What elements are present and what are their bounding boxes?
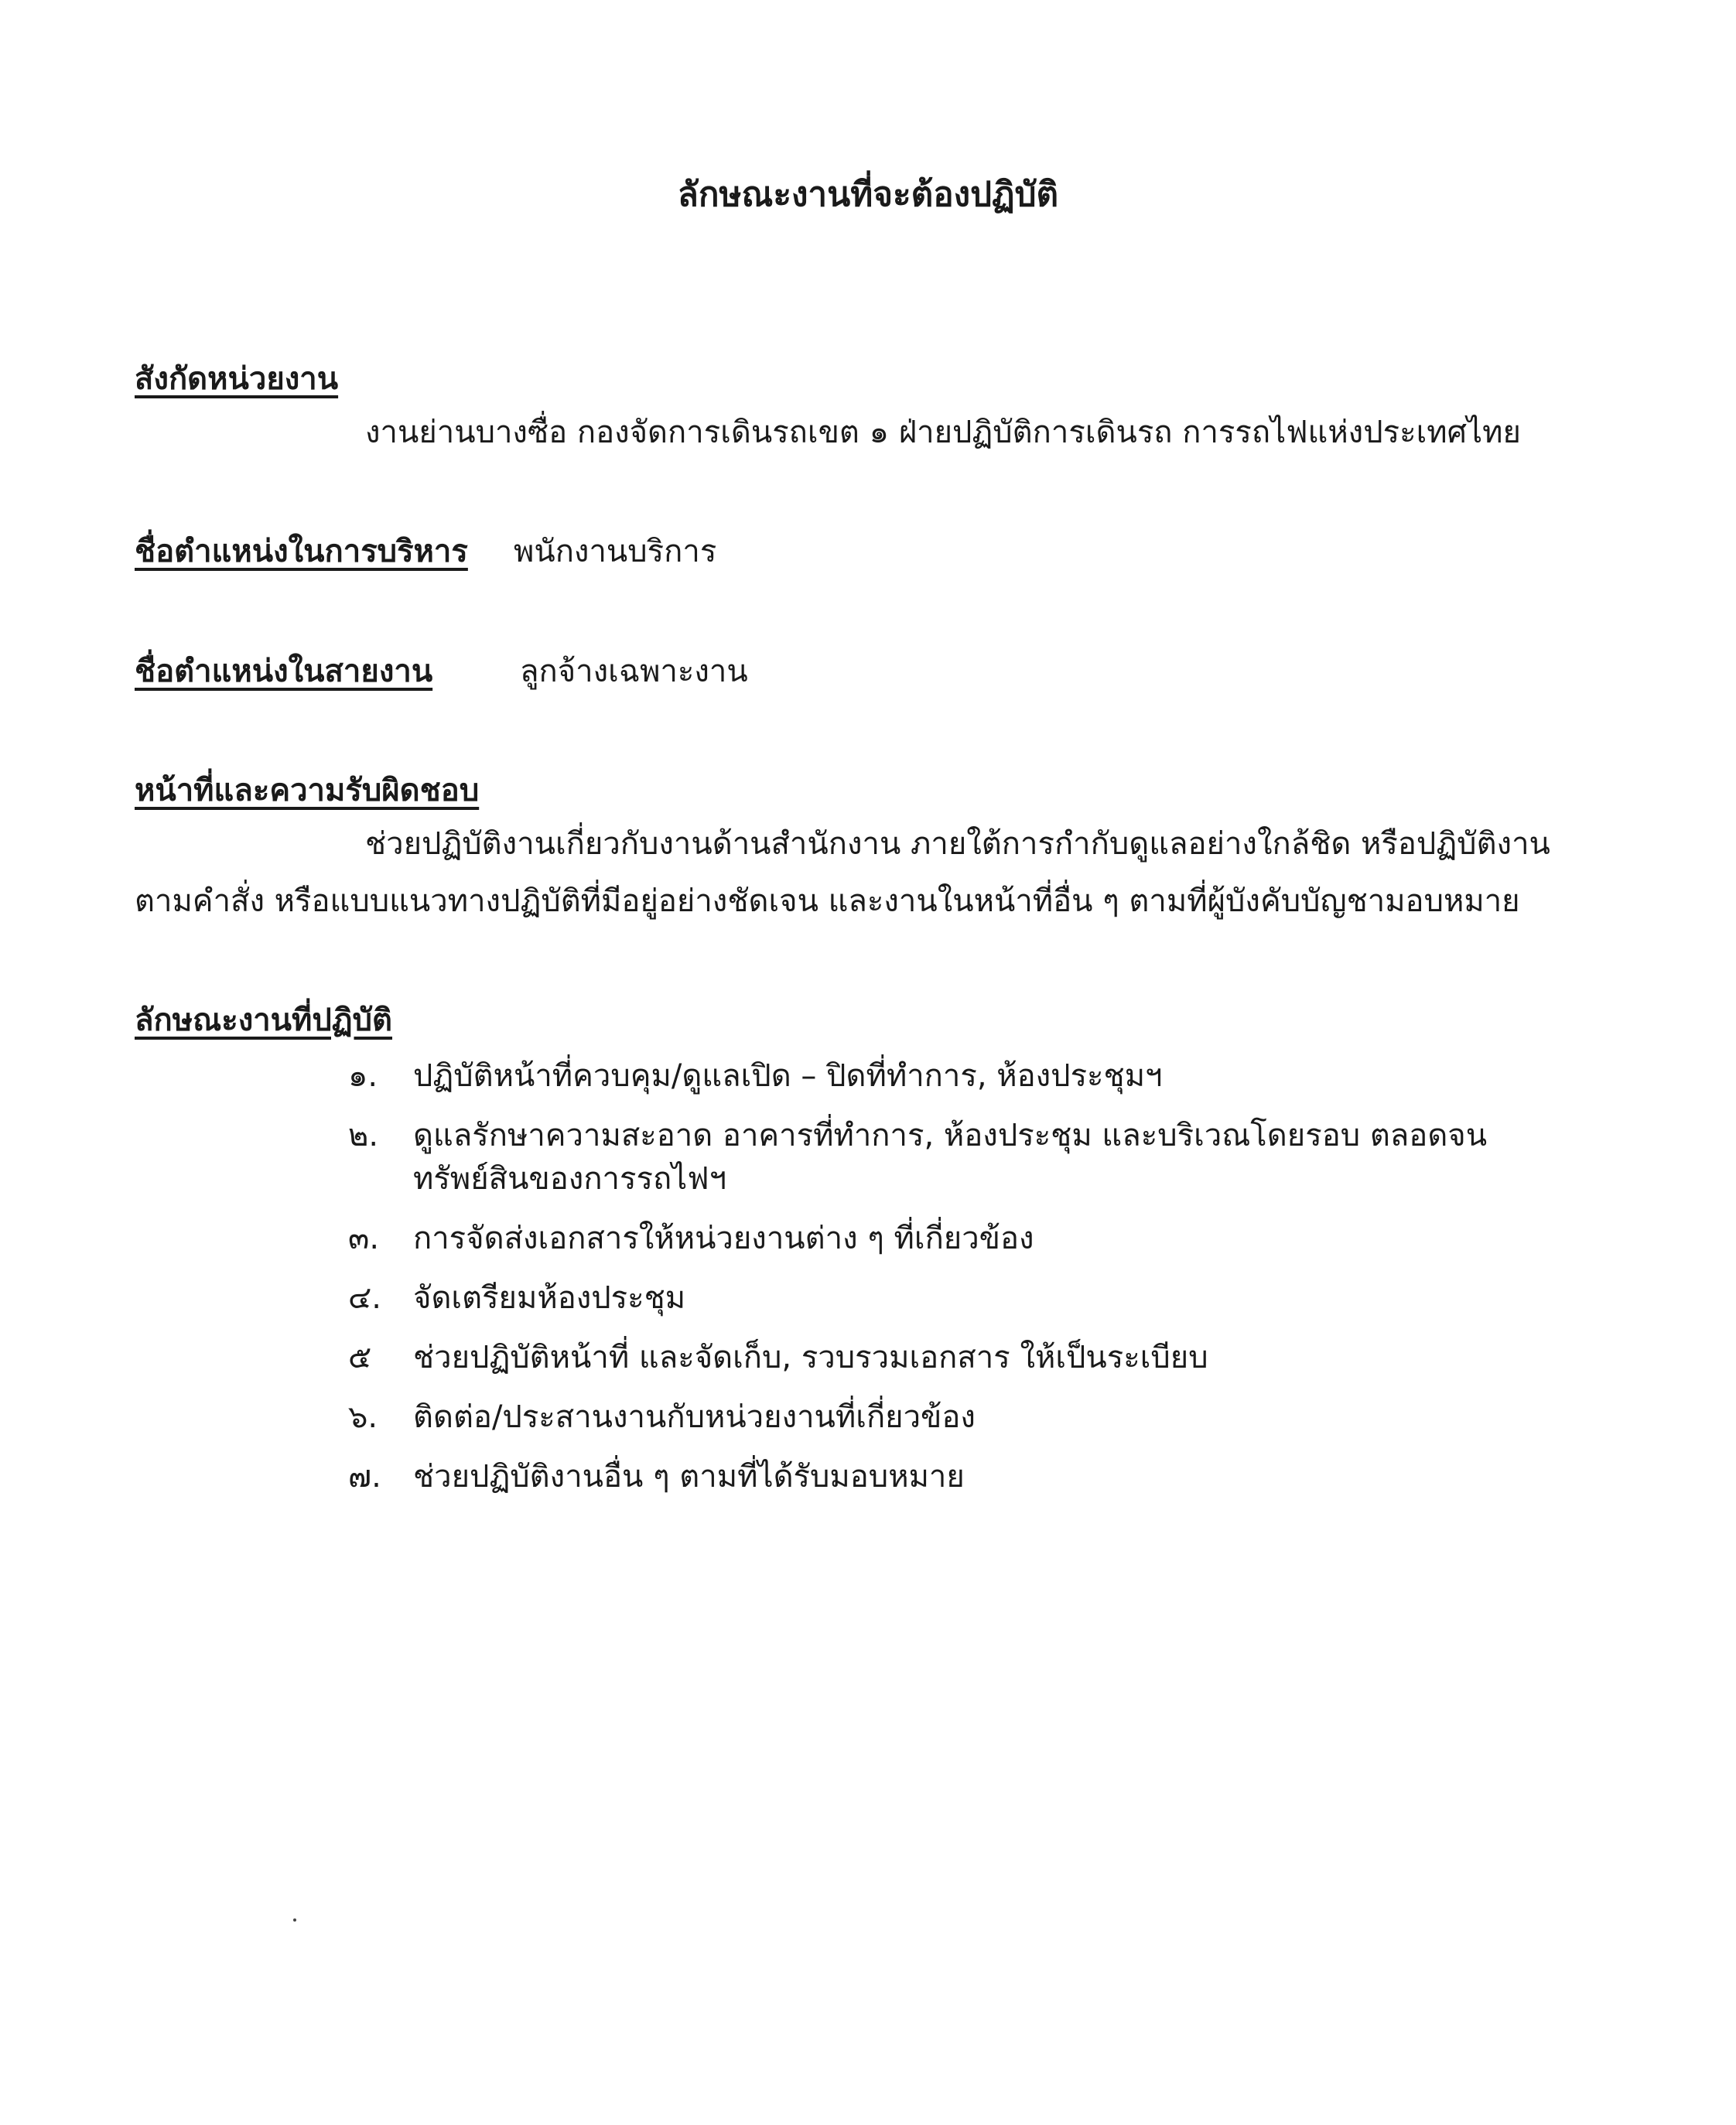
duty-number: ๓. — [348, 1221, 380, 1256]
line-position-value: ลูกจ้างเฉพาะงาน — [520, 654, 748, 689]
responsibilities-line-2: ตามคำสั่ง หรือแบบแนวทางปฏิบัติที่มีอยู่อย่างชัดเจน และงานในหน้าที่อื่น ๆ ตามที่ผู้บังคับบัญชามอบหมาย — [135, 883, 1520, 919]
duty-text: ช่วยปฏิบัติหน้าที่ และจัดเก็บ, รวบรวมเอกสาร ให้เป็นระเบียบ — [413, 1340, 1208, 1375]
duty-text: ติดต่อ/ประสานงานกับหน่วยงานที่เกี่ยวข้อง — [413, 1399, 976, 1435]
duty-item — [348, 1455, 1625, 1498]
duty-item — [348, 1054, 1625, 1098]
duty-item — [348, 1114, 1625, 1201]
affiliation-value: งานย่านบางซื่อ กองจัดการเดินรถเขต ๑ ฝ่ายปฏิบัติการเดินรถ การรถไฟแห่งประเทศไทย — [365, 415, 1521, 450]
scan-speck — [293, 1918, 296, 1922]
duty-item — [348, 1217, 1625, 1260]
duty-list — [348, 1054, 1625, 1515]
document-title: ลักษณะงานที่จะต้องปฏิบัติ — [677, 175, 1059, 214]
duty-number: ๔. — [348, 1280, 381, 1316]
duty-item — [348, 1276, 1625, 1320]
admin-position-value: พนักงานบริการ — [514, 534, 717, 569]
duty-number: ๑. — [348, 1058, 378, 1094]
duties-heading: ลักษณะงานที่ปฏิบัติ — [135, 1003, 393, 1038]
duty-number: ๕ — [348, 1340, 372, 1375]
responsibilities-heading: หน้าที่และความรับผิดชอบ — [135, 773, 480, 808]
duty-text: ปฏิบัติหน้าที่ควบคุม/ดูแลเปิด – ปิดที่ทำการ, ห้องประชุมฯ — [413, 1058, 1163, 1094]
duty-text: ช่วยปฏิบัติงานอื่น ๆ ตามที่ได้รับมอบหมาย — [413, 1459, 965, 1495]
duty-number: ๖. — [348, 1399, 378, 1435]
duty-text: การจัดส่งเอกสารให้หน่วยงานต่าง ๆ ที่เกี่ยวข้อง — [413, 1221, 1034, 1256]
responsibilities-line-1: ช่วยปฏิบัติงานเกี่ยวกับงานด้านสำนักงาน ภายใต้การกำกับดูแลอย่างใกล้ชิด หรือปฏิบัติงาน — [365, 826, 1550, 862]
duty-item — [348, 1336, 1625, 1379]
line-position-heading: ชื่อตำแหน่งในสายงาน — [135, 654, 433, 689]
duty-text: ดูแลรักษาความสะอาด อาคารที่ทำการ, ห้องประชุม และบริเวณโดยรอบ ตลอดจน — [413, 1118, 1488, 1153]
duty-number: ๗. — [348, 1459, 381, 1495]
duty-number: ๒. — [348, 1118, 379, 1153]
duty-text-continuation: ทรัพย์สินของการรถไฟฯ — [413, 1161, 727, 1197]
affiliation-heading: สังกัดหน่วยงาน — [135, 361, 339, 397]
duty-item — [348, 1396, 1625, 1439]
duty-text: จัดเตรียมห้องประชุม — [413, 1280, 686, 1316]
admin-position-heading: ชื่อตำแหน่งในการบริหาร — [135, 534, 468, 569]
